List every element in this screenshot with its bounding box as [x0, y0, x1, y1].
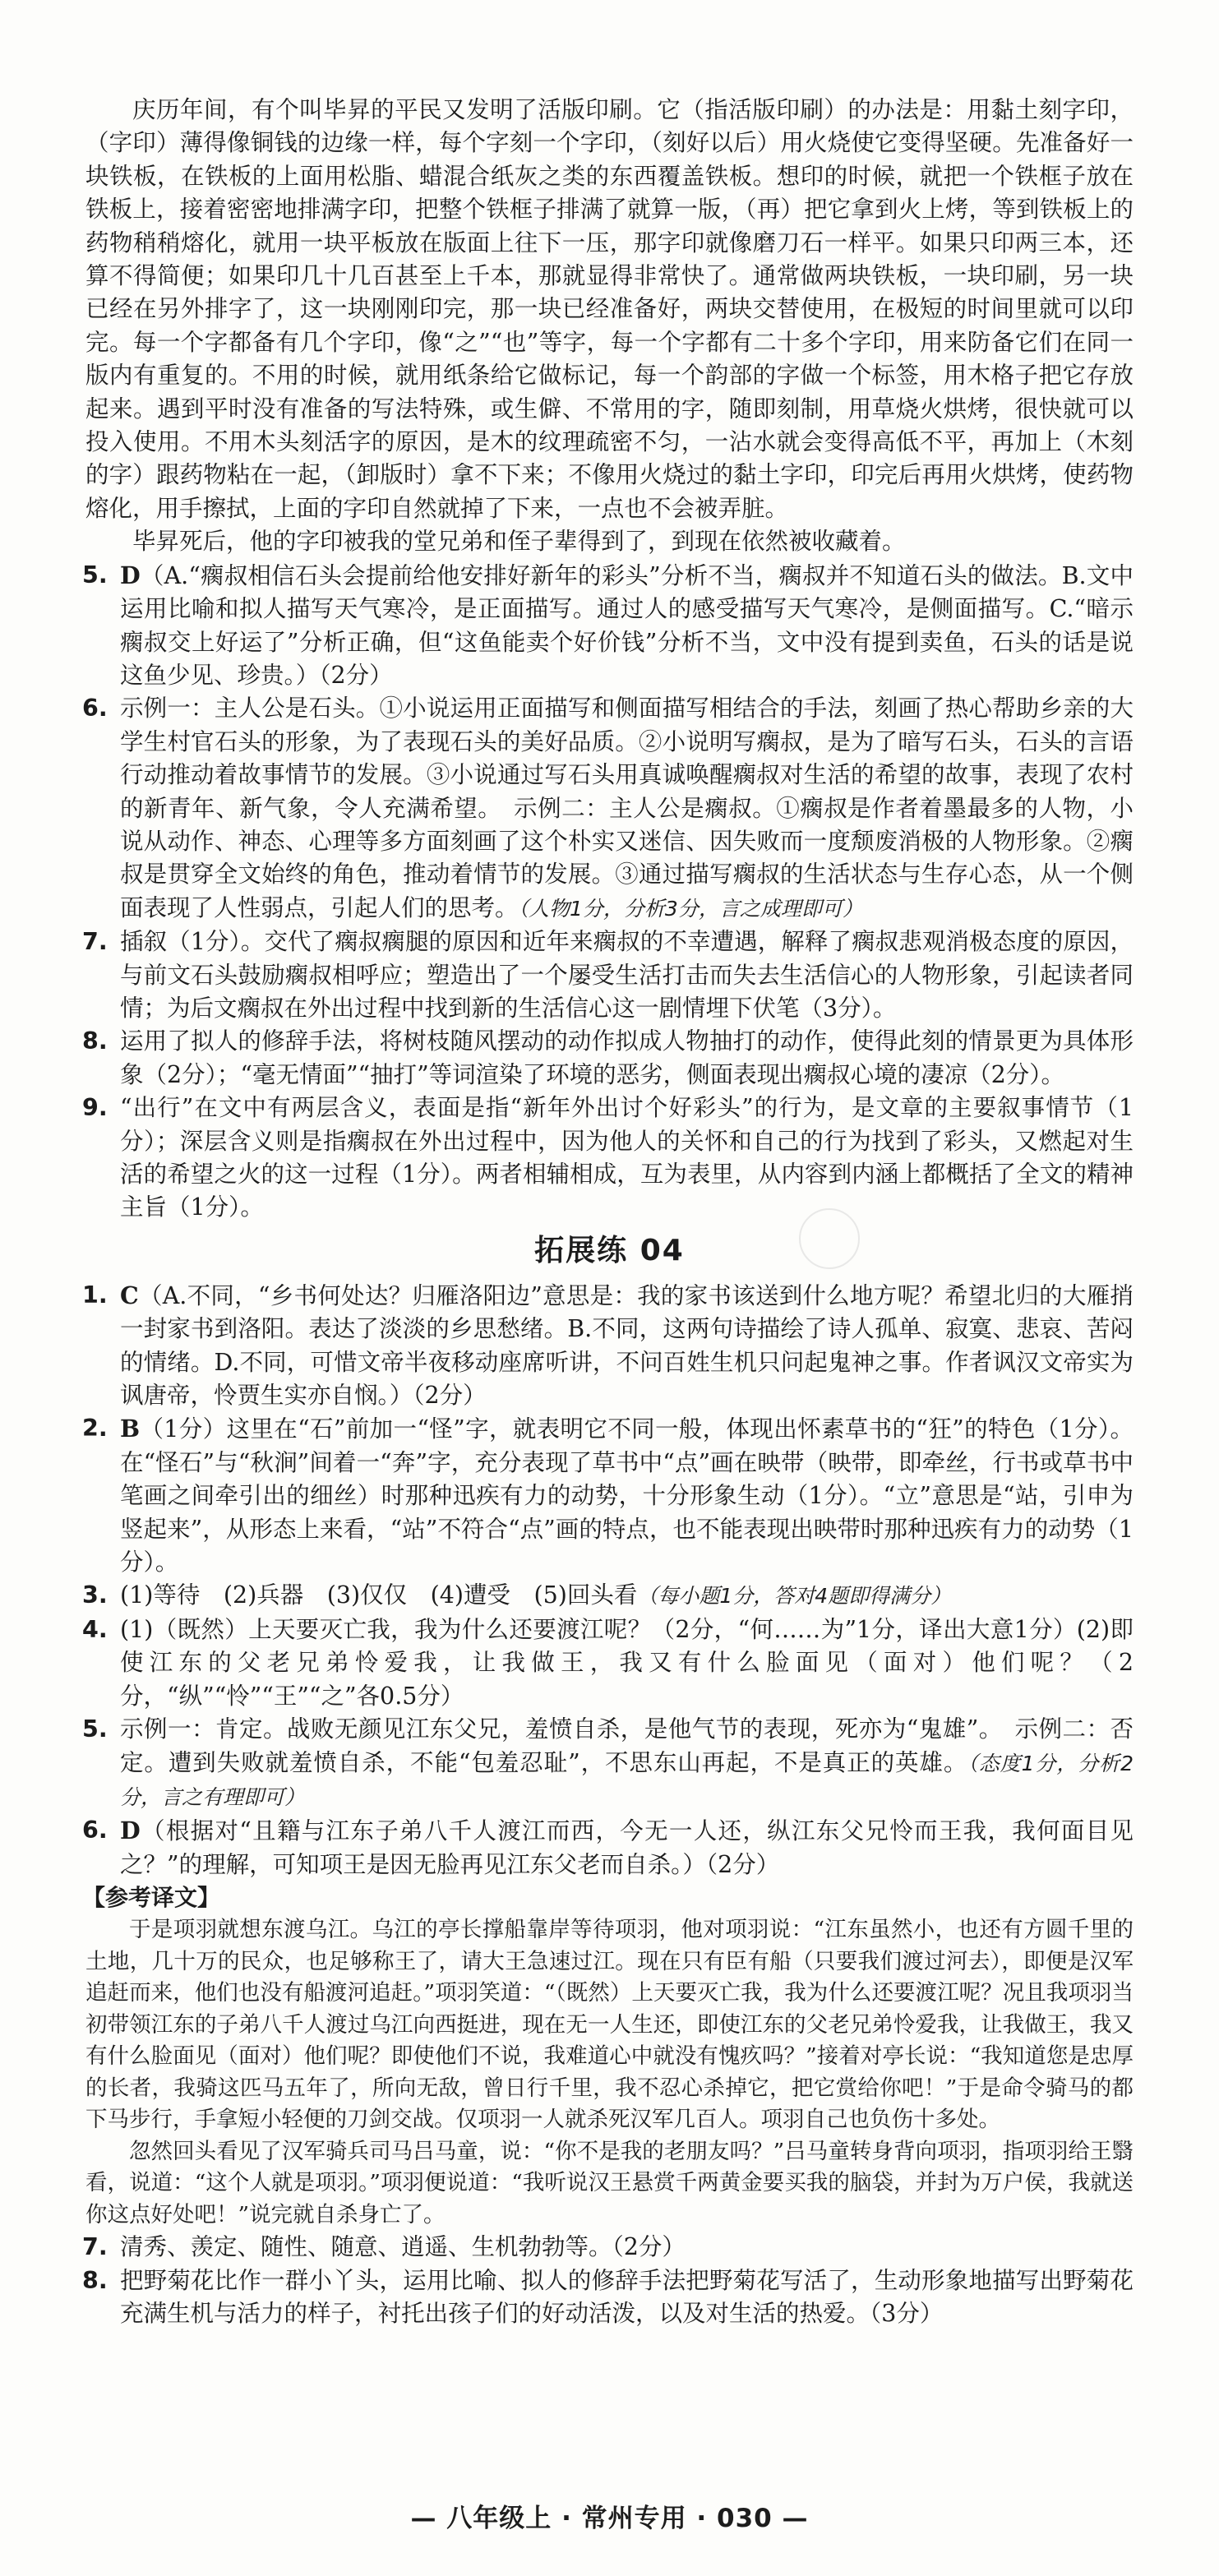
answer-list-final: [82, 2231, 1134, 2330]
answer-item: [82, 1092, 1134, 1225]
item-number: 7.: [82, 2233, 108, 2261]
reference-translation-label: 【参考译文】: [82, 1884, 221, 1912]
item-number: 8.: [82, 1027, 108, 1055]
item-number: 5.: [82, 561, 108, 589]
answer-text: 清秀、羡定、随性、随意、逍遥、生机勃勃等。（2分）: [120, 2233, 686, 2261]
faint-stamp-icon: [799, 1208, 860, 1269]
answer-text: （A.不同，“乡书何处达？归雁洛阳边”意思是：我的家书该送到什么地方呢？希望北归的大雁捎一封家书到洛阳。表达了淡淡的乡思愁绪。B.不同，这两句诗描绘了诗人孤单、寂寞、悲哀、苦闷的情绪。D.不同，可惜文帝半夜移动座席听讲，不问百姓生机只问起鬼神之事。作者讽汉文帝实为讽唐帝，怜贾生实亦自悯。）（2分）: [120, 1281, 1134, 1410]
answer-item: [82, 2264, 1134, 2331]
answer-item: [82, 1279, 1134, 1413]
answer-text: （A.“瘸叔相信石头会提前给他安排好新年的彩头”分析不当，瘸叔并不知道石头的做法。B.文中运用比喻和拟人描写天气寒冷，是正面描写。通过人的感受描写天气寒冷，是侧面描写。C.“暗示瘸叔交上好运了”分析正确，但“这鱼能卖个好价钱”分析不当，文中没有提到卖鱼，石头的话是说这鱼少见、珍贵。）（2分）: [120, 561, 1134, 689]
answer-text: （1分）这里在“石”前加一“怪”字，就表明它不同一般，体现出怀素草书的“狂”的特色（1分）。在“怪石”与“秋涧”间着一“奔”字，充分表现了草书中“点”画在映带（映带，即牵丝，行书或草书中笔画之间牵引出的细丝）时那种迅疾有力的动势，十分形象生动（1分）。“立”意思是“站，引申为竖起来”，从形态上来看，“站”不符合“点”画的特点，也不能表现出映带时那种迅疾有力的动势（1分）。: [120, 1415, 1134, 1577]
answer-list-reading: [82, 559, 1134, 1225]
item-number: 1.: [82, 1281, 108, 1309]
scoring-note: （人物1分，分析3分，言之成理即可）: [518, 896, 863, 921]
item-number: 8.: [82, 2266, 108, 2294]
answer-item: [82, 1713, 1134, 1814]
answer-item: [82, 559, 1134, 693]
page-footer: — 八年级上 · 常州专用 · 030 —: [410, 2504, 809, 2533]
answer-item: [82, 1613, 1134, 1713]
item-number: 6.: [82, 695, 108, 722]
answer-item: [82, 1814, 1134, 1881]
item-number: 6.: [82, 1817, 108, 1844]
answer-text: (1)（既然）上天要灭亡我，我为什么还要渡江呢？（2分，“何……为”1分，译出大意1分）(2)即使江东的父老兄弟怜爱我，让我做王，我又有什么脸面见（面对）他们呢？（2分，“纵”“怜”“王”“之”各0.5分）: [120, 1615, 1134, 1710]
answer-item: [82, 2231, 1134, 2264]
answer-text: 把野菊花比作一群小丫头，运用比喻、拟人的修辞手法把野菊花写活了，生动形象地描写出野菊花充满生机与活力的样子，衬托出孩子们的好动活泼，以及对生活的热爱。（3分）: [120, 2266, 1134, 2327]
intro-paragraph: 毕昇死后，他的字印被我的堂兄弟和侄子辈得到了，到现在依然被收藏着。: [132, 528, 906, 556]
item-number: 2.: [82, 1415, 108, 1443]
item-number: 5.: [82, 1715, 108, 1743]
answer-item: [82, 926, 1134, 1025]
answer-item: [82, 1579, 1134, 1613]
answer-list-extension: [82, 1279, 1134, 1881]
answer-text: （根据对“且籍与江东子弟八千人渡江而西，今无一人还，纵江东父兄怜而王我，我何面目见之？”的理解，可知项王是因无脸再见江东父老而自杀。）（2分）: [120, 1817, 1134, 1878]
item-number: 3.: [82, 1581, 108, 1609]
answer-text: “出行”在文中有两层含义，表面是指“新年外出讨个好彩头”的行为，是文章的主要叙事情节（1分）；深层含义则是指瘸叔在外出过程中，因为他人的关怀和自己的行为找到了彩头，又燃起对生活的希望之火的这一过程（1分）。两者相辅相成，互为表里，从内容到内涵上都概括了全文的精神主旨（1分）。: [120, 1094, 1134, 1221]
item-number: 4.: [82, 1615, 108, 1643]
answer-item: [82, 692, 1134, 926]
answer-text: 示例一：肯定。战败无颜见江东父兄，羞愤自杀，是他气节的表现，死亦为“鬼雄”。 示例二：否定。遭到失败就羞愤自杀，不能“包羞忍耻”，不思东山再起，不是真正的英雄。: [120, 1715, 1134, 1776]
answer-text: 示例一：主人公是石头。①小说运用正面描写和侧面描写相结合的手法，刻画了热心帮助乡亲的大学生村官石头的形象，为了表现石头的美好品质。②小说明写瘸叔，是为了暗写石头，石头的言语行动推动着故事情节的发展。③小说通过写石头用真诚唤醒瘸叔对生活的希望的故事，表现了农村的新青年、新气象，令人充满希望。 示例二：主人公是瘸叔。①瘸叔是作者着墨最多的人物，小说从动作、神态、心理等多方面刻画了这个朴实又迷信、因失败而一度颓废消极的人物形象。②瘸叔是贯穿全文始终的角色，推动着情节的发展。③通过描写瘸叔的生活状态与生存心态，从一个侧面表现了人性弱点，引起人们的思考。: [120, 695, 1134, 921]
scoring-note: （每小题1分，答对4题即得满分）: [637, 1584, 952, 1609]
answer-item: [82, 1025, 1134, 1092]
item-number: 7.: [82, 928, 108, 956]
translation-paragraph: 忽然回头看见了汉军骑兵司马吕马童，说：“你不是我的老朋友吗？”吕马童转身背向项羽，指项羽给王翳看，说道：“这个人就是项羽。”项羽便说道：“我听说汉王悬赏千两黄金要买我的脑袋，并封为万户侯，我就送你这点好处吧！”说完就自杀身亡了。: [85, 2138, 1134, 2227]
answer-choice: D: [120, 1817, 141, 1845]
answer-choice: D: [120, 561, 141, 589]
answer-text: (1)等待 (2)兵器 (3)仅仅 (4)遭受 (5)回头看: [120, 1581, 638, 1609]
translation-paragraph: 于是项羽就想东渡乌江。乌江的亭长撑船靠岸等待项羽，他对项羽说：“江东虽然小，也还有方圆千里的土地，几十万的民众，也足够称王了，请大王急速过江。现在只有臣有船（只要我们渡过河去），即便是汉军追赶而来，他们也没有船渡河追赶。”项羽笑道：“（既然）上天要灭亡我，我为什么还要渡江呢？况且我项羽当初带领江东的子弟八千人渡过乌江向西挺进，现在无一人生还，即使江东的父老兄弟怜爱我，让我做王，我又有什么脸面见（面对）他们呢？即使他们不说，我难道心中就没有愧疚吗？”接着对亭长说：“我知道您是忠厚的长者，我骑这匹马五年了，所向无敌，曾日行千里，我不忍心杀掉它，把它赏给你吧！”于是命令骑马的都下马步行，手拿短小轻便的刀剑交战。仅项羽一人就杀死汉军几百人。项羽自己也负伤十多处。: [85, 1917, 1134, 2133]
answer-choice: C: [120, 1281, 139, 1309]
item-number: 9.: [82, 1094, 108, 1122]
answer-text: 插叙（1分）。交代了瘸叔瘸腿的原因和近年来瘸叔的不幸遭遇，解释了瘸叔悲观消极态度的原因，与前文石头鼓励瘸叔相呼应；塑造出了一个屡受生活打击而失去生活信心的人物形象，引起读者同情；为后文瘸叔在外出过程中找到新的生活信心这一剧情埋下伏笔（3分）。: [120, 928, 1134, 1022]
answer-choice: B: [120, 1415, 141, 1443]
intro-paragraph: 庆历年间，有个叫毕昇的平民又发明了活版印刷。它（指活版印刷）的办法是：用黏土刻字印，（字印）薄得像铜钱的边缘一样，每个字刻一个字印，（刻好以后）用火烧使它变得坚硬。先准备好一块铁板，在铁板的上面用松脂、蜡混合纸灰之类的东西覆盖铁板。想印的时候，就把一个铁框子放在铁板上，接着密密地排满字印，把整个铁框子排满了就算一版，（再）把它拿到火上烤，等到铁板上的药物稍稍熔化，就用一块平板放在版面上往下一压，那字印就像磨刀石一样平。如果只印两三本，还算不得简便；如果印几十几百甚至上千本，那就显得非常快了。通常做两块铁板，一块印刷，另一块已经在另外排字了，这一块刚刚印完，那一块已经准备好，两块交替使用，在极短的时间里就可以印完。每一个字都备有几个字印，像“之”“也”等字，每一个字都有二十多个字印，用来防备它们在同一版内有重复的。不用的时候，就用纸条给它做标记，每一个韵部的字做一个标签，用木格子把它存放起来。遇到平时没有准备的写法特殊，或生僻、不常用的字，随即刻制，用草烧火烘烤，很快就可以投入使用。不用木头刻活字的原因，是木的纹理疏密不匀，一沾水就会变得高低不平，再加上（木刻的字）跟药物粘在一起，（卸版时）拿不下来；不像用火烧过的黏土字印，印完后再用火烘烤，使药物熔化，用手擦拭，上面的字印自然就掉了下来，一点也不会被弄脏。: [85, 96, 1134, 522]
answer-text: 运用了拟人的修辞手法，将树枝随风摆动的动作拟成人物抽打的动作，使得此刻的情景更为具体形象（2分）；“毫无情面”“抽打”等词渲染了环境的恶劣，侧面表现出瘸叔心境的凄凉（2分）。: [120, 1027, 1134, 1088]
scoring-note: （态度1分，分析2分，言之有理即可）: [120, 1751, 1134, 1809]
answer-item: [82, 1412, 1134, 1579]
section-title: 拓展练 04: [534, 1233, 685, 1267]
